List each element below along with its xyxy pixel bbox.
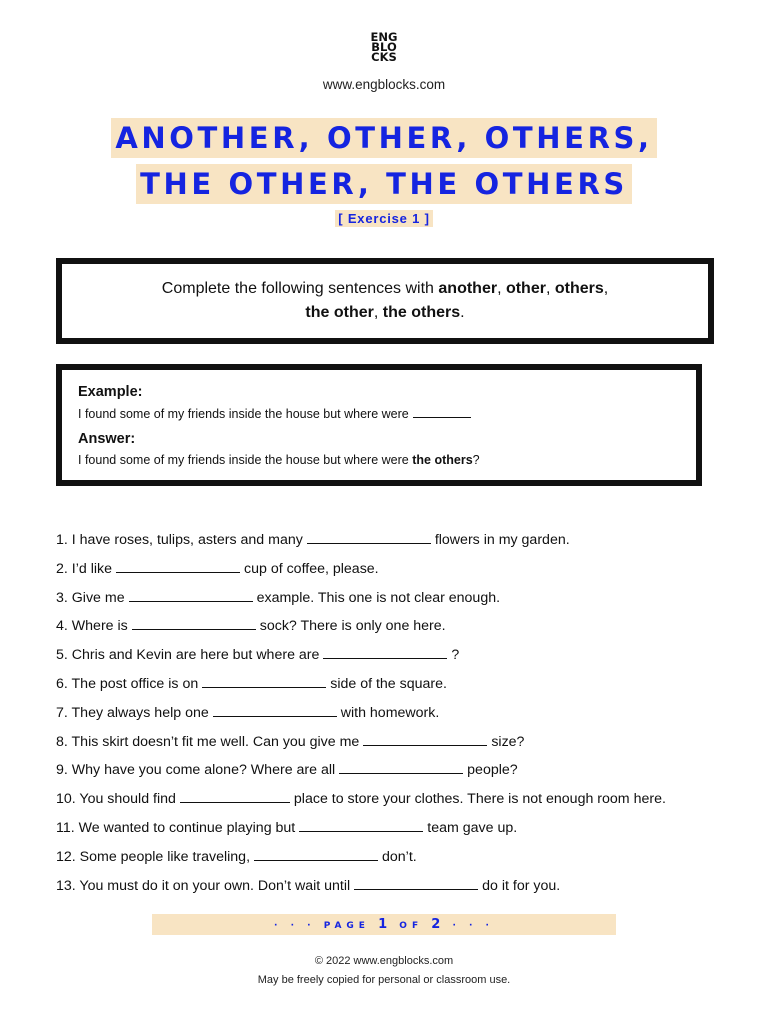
item-text-after: with homework.	[340, 704, 440, 721]
item-text-before: 5. Chris and Kevin are here but where are	[56, 647, 320, 664]
item-text-before: 8. This skirt doesn’t fit me well. Can you give me	[56, 733, 360, 750]
dots-left: · · ·	[274, 921, 316, 931]
item-text-after: sock? There is only one here.	[259, 618, 446, 635]
item-text-before: 4. Where is	[56, 618, 128, 635]
example-sentence-wrap	[78, 406, 680, 421]
example-box	[56, 364, 702, 486]
item-text-before: 2. I’d like	[56, 560, 112, 577]
example-sentence: I found some of my friends inside the house but where were	[78, 407, 409, 421]
answer-blank[interactable]	[339, 760, 463, 774]
answer-blank[interactable]	[254, 847, 378, 861]
item-text-after: example. This one is not clear enough.	[256, 589, 501, 606]
item-text-after: side of the square.	[330, 675, 447, 692]
item-text-after: cup of coffee, please.	[244, 560, 379, 577]
word-the-other: the other	[305, 304, 374, 321]
exercise-item	[56, 614, 736, 643]
exercise-item	[56, 586, 736, 615]
answer-bold: the others	[412, 453, 473, 467]
instructions-text	[162, 277, 608, 325]
exercise-item	[56, 845, 736, 874]
item-text-after: flowers in my garden.	[434, 532, 570, 548]
separator: ,	[545, 280, 555, 297]
page-word: PAGE	[323, 921, 370, 931]
logo-line: CKS	[371, 50, 397, 64]
answer-blank[interactable]	[129, 588, 253, 602]
item-text-before: 7. They always help one	[56, 704, 209, 721]
period: .	[460, 304, 465, 321]
exercise-label: [ Exercise 1 ]	[335, 210, 432, 227]
word-another: another	[438, 280, 498, 297]
exercise-item	[56, 874, 736, 903]
item-text-before: 11. We wanted to continue playing but	[56, 819, 296, 836]
item-text-before: 12. Some people like traveling,	[56, 848, 251, 865]
item-text-before: 10. You should find	[56, 791, 176, 808]
dots-right: · · ·	[452, 921, 494, 931]
current-page: 1	[378, 917, 392, 932]
answer-blank[interactable]	[354, 876, 478, 890]
exercise-item	[56, 528, 736, 557]
answer-heading: Answer:	[78, 431, 136, 447]
total-pages: 2	[431, 917, 445, 932]
answer-blank[interactable]	[323, 645, 447, 659]
item-text-after: place to store your clothes. There is not enough room here.	[293, 791, 666, 808]
separator: ,	[497, 280, 506, 297]
answer-blank[interactable]	[202, 674, 326, 688]
item-text-before: 13. You must do it on your own. Don’t wait until	[56, 877, 351, 894]
example-blank	[413, 406, 471, 418]
logo-line: ENG	[370, 30, 398, 44]
engblocks-logo	[0, 32, 768, 62]
answer-sentence: I found some of my friends inside the house but where were	[78, 453, 413, 467]
exercise-item	[56, 758, 736, 787]
site-url[interactable]: www.engblocks.com	[322, 77, 446, 92]
exercise-item	[56, 787, 736, 816]
answer-sentence-wrap	[78, 453, 680, 467]
exercise-item	[56, 730, 736, 759]
exercise-item	[56, 557, 736, 586]
exercise-item	[56, 816, 736, 845]
of-word: OF	[399, 921, 424, 931]
separator: ,	[373, 304, 383, 321]
answer-blank[interactable]	[363, 732, 487, 746]
item-text-before: 3. Give me	[56, 589, 125, 606]
instructions-box	[56, 258, 714, 344]
item-text-after: people?	[467, 762, 518, 779]
answer-blank[interactable]	[116, 559, 240, 573]
copyright: © 2022 www.engblocks.com	[314, 955, 454, 967]
item-text-before: 9. Why have you come alone? Where are all	[56, 762, 336, 779]
license-note: May be freely copied for personal or classroom use.	[257, 974, 511, 986]
item-text-before: 1. I have roses, tulips, asters and many	[56, 532, 303, 548]
example-heading: Example:	[78, 384, 143, 400]
instruction-text: Complete the following sentences with	[161, 280, 439, 297]
separator: ,	[603, 280, 609, 297]
exercise-items	[56, 528, 736, 902]
answer-blank[interactable]	[213, 703, 337, 717]
item-text-after: ?	[451, 647, 460, 664]
answer-blank[interactable]	[180, 789, 290, 803]
answer-blank[interactable]	[307, 530, 431, 544]
worksheet-title	[0, 118, 768, 204]
title-line-1: ANOTHER, OTHER, OTHERS,	[111, 118, 656, 158]
title-line-2: THE OTHER, THE OTHERS	[136, 164, 632, 204]
answer-blank[interactable]	[132, 616, 256, 630]
item-text-after: do it for you.	[482, 877, 561, 894]
footer	[0, 952, 768, 990]
exercise-item	[56, 672, 736, 701]
item-text-after: team gave up.	[427, 819, 518, 836]
word-the-others: the others	[382, 304, 461, 321]
exercise-item	[56, 643, 736, 672]
logo-line: BLO	[371, 40, 397, 54]
item-text-before: 6. The post office is on	[56, 675, 199, 692]
answer-blank[interactable]	[299, 818, 423, 832]
word-other: other	[505, 280, 546, 297]
item-text-after: don’t.	[382, 848, 417, 865]
exercise-label-wrap	[0, 210, 768, 228]
item-text-after: size?	[491, 733, 525, 750]
word-others: others	[554, 280, 604, 297]
page-indicator	[152, 914, 616, 935]
answer-end: ?	[472, 453, 480, 467]
exercise-item	[56, 701, 736, 730]
